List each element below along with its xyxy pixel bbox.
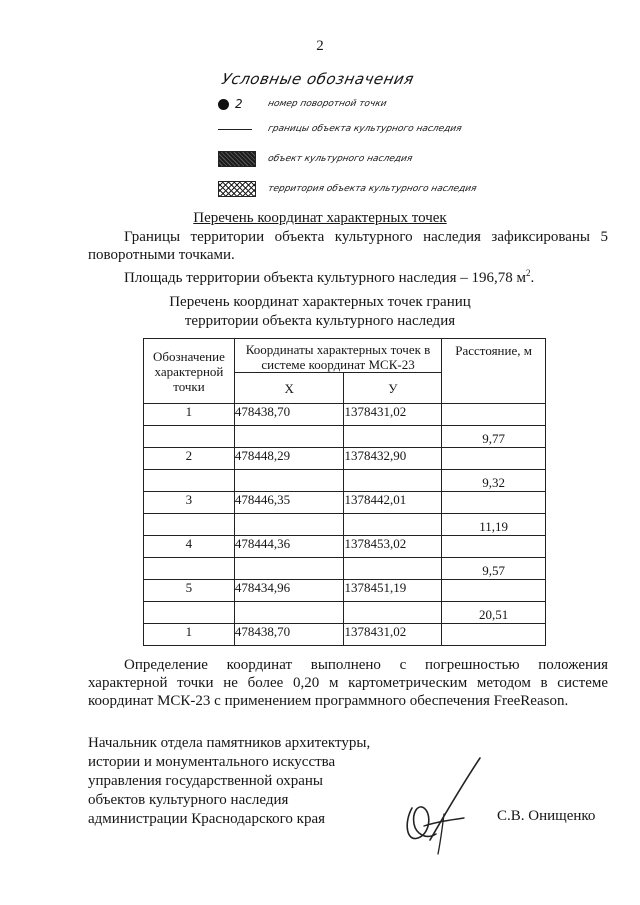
area-unit-superscript: 2 [525,268,531,278]
coordinates-table [143,338,546,646]
table-row [144,514,546,536]
table-row [144,492,546,514]
area-suffix: . [530,270,535,286]
position-line: управления государственной охраны [88,773,323,789]
boundary-line-icon [218,129,252,130]
coord-x: 478438,70 [234,404,344,426]
point-id: 3 [144,492,235,514]
legend-item-label: номер поворотной точки [266,99,388,109]
boundary-points-paragraph: Границы территории объекта культурного наследия зафиксированы 5 поворотными точками. [88,229,608,263]
point-id: 1 [144,624,235,646]
point-id: 4 [144,536,235,558]
header-x: Х [234,373,344,404]
point-id: 1 [144,404,235,426]
coord-x: 478448,29 [234,448,344,470]
header-y: У [344,373,442,404]
point-id: 5 [144,580,235,602]
table-title-line: Перечень координат характерных точек границ [169,294,471,310]
coord-x: 478446,35 [234,492,344,514]
area-paragraph [88,264,608,287]
coord-x: 478444,36 [234,536,344,558]
position-line: администрации Краснодарского края [88,811,326,827]
table-row [144,448,546,470]
table-row [144,558,546,580]
coord-x: 478434,96 [234,580,344,602]
legend-item-heritage-territory [218,178,476,200]
distance: 11,19 [442,514,546,536]
distance: 9,57 [442,558,546,580]
coord-y: 1378451,19 [344,580,442,602]
area-text: Площадь территории объекта культурного наследия – 196,78 м [124,270,526,286]
legend-item-heritage-object [218,148,412,170]
position-line: объектов культурного наследия [88,792,289,808]
section-heading [0,210,640,227]
signatory-name: С.В. Онищенко [497,808,596,824]
table-title-line: территории объекта культурного наследия [184,313,456,329]
legend-item-label: границы объекта культурного наследия [266,124,463,134]
turning-point-dot-icon [218,99,229,110]
legend-point-number: 2 [235,97,243,111]
coord-y: 1378432,90 [344,448,442,470]
distance: 9,77 [442,426,546,448]
legend-item-label: территория объекта культурного наследия [266,184,478,194]
signatory-position [88,734,388,829]
table-row [144,624,546,646]
distance: 9,32 [442,470,546,492]
table-row [144,404,546,426]
point-id: 2 [144,448,235,470]
table-row [144,536,546,558]
heritage-object-fill-icon [218,151,256,167]
position-line: Начальник отдела памятников архитектуры, [88,735,371,751]
handwritten-signature [400,750,490,860]
legend-item-turning-point [218,93,386,115]
coord-y: 1378431,02 [344,404,442,426]
table-title [0,293,640,331]
legend-item-boundary [218,118,462,140]
header-distance: Расстояние, м [442,339,546,404]
table-row [144,470,546,492]
heritage-territory-crosshatch-icon [218,181,256,197]
distance: 20,51 [442,602,546,624]
table-row [144,580,546,602]
position-line: истории и монументального искусства [88,754,336,770]
coord-y: 1378442,01 [344,492,442,514]
header-point: Обозначение характерной точки [144,339,235,404]
page-number: 2 [316,38,324,54]
accuracy-paragraph: Определение координат выполнено с погрешностью положения характерной точки не более 0,20 м картометрическим методом в системе координат МСК-23 с применением программного обеспечения FreeReason. [88,657,608,709]
table-row [144,602,546,624]
coord-y: 1378431,02 [344,624,442,646]
legend-item-label: объект культурного наследия [266,154,414,164]
coord-y: 1378453,02 [344,536,442,558]
coord-x: 478438,70 [234,624,344,646]
legend-title: Условные обозначения [220,70,416,88]
header-coordinates: Координаты характерных точек в системе координат МСК-23 [234,339,441,373]
section-heading-text: Перечень координат характерных точек [193,210,447,226]
table-row [144,426,546,448]
